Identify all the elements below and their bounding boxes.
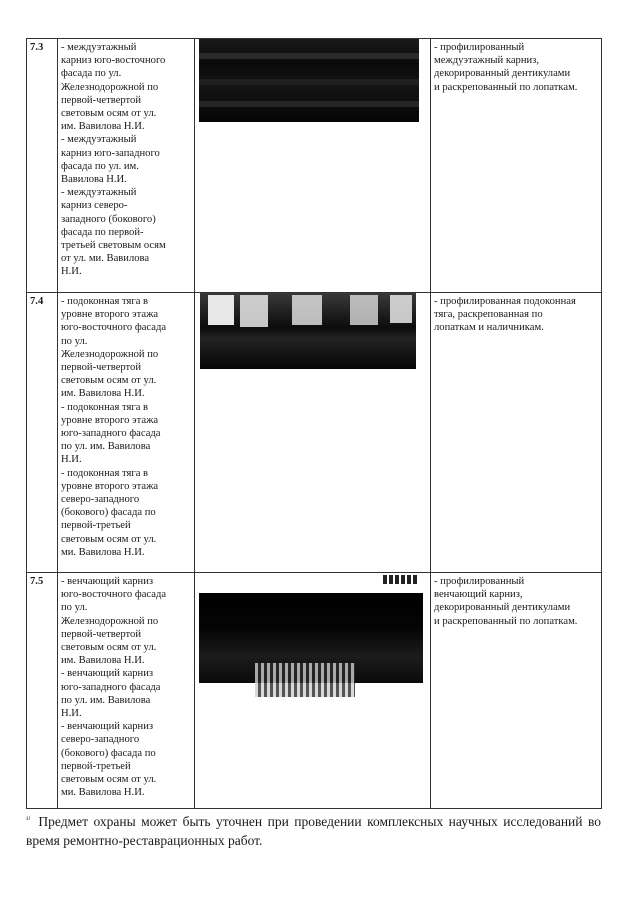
row-feature: - профилированный венчающий карниз, декорированный дентикулами и раскрепованный по лопаткам. bbox=[431, 573, 602, 809]
row-number: 7.5 bbox=[27, 573, 58, 809]
row-feature: - профилированная подоконная тяга, раскрепованная по лопаткам и наличникам. bbox=[431, 293, 602, 573]
table-row bbox=[27, 39, 602, 293]
facade-photo bbox=[195, 39, 431, 293]
row-number: 7.4 bbox=[27, 293, 58, 573]
footnote-text: Предмет охраны может быть уточнен при проведении комплексных научных исследований во время ремонтно-реставрационных работ. bbox=[26, 814, 601, 848]
row-description: - междуэтажный карниз юго-восточного фасада по ул. Железнодорожной по первой-четвертой световым осям от ул. им. Вавилова Н.И. - междуэтажный карниз юго-западного фасада по ул. им. Вавилова Н.И. - междуэтажный карниз северо- западного (бокового) фасада по первой- третьей световым осям от ул. ми. Вавилова Н.И. bbox=[58, 39, 195, 293]
photo-mark bbox=[383, 575, 417, 584]
crowning-cornice-photo-image bbox=[199, 573, 423, 683]
facade-photo bbox=[195, 573, 431, 809]
protection-subject-table bbox=[26, 38, 602, 809]
row-feature: - профилированный междуэтажный карниз, декорированный дентикулами и раскрепованный по лопаткам. bbox=[431, 39, 602, 293]
row-description: - венчающий карниз юго-восточного фасада по ул. Железнодорожной по первой-четвертой световым осям от ул. им. Вавилова Н.И. - венчающий карниз юго-западного фасада по ул. им. Вавилова Н.И. - венчающий карниз северо-западного (бокового) фасада по первой-третьей световым осям от ул. ми. Вавилова Н.И. bbox=[58, 573, 195, 809]
window-sill-photo-image bbox=[200, 293, 416, 369]
footnote bbox=[26, 812, 601, 850]
table-row bbox=[27, 293, 602, 573]
footnote-marker: ¹⁾ bbox=[26, 815, 31, 824]
row-description: - подоконная тяга в уровне второго этажа юго-восточного фасада по ул. Железнодорожной по первой-четвертой световым осям от ул. им. Вавилова Н.И. - подоконная тяга в уровне второго этажа юго-западного фасада по ул. им. Вавилова Н.И. - подоконная тяга в уровне второго этажа северо-западного (бокового) фасада по первой-третьей световым осям от ул. ми. Вавилова Н.И. bbox=[58, 293, 195, 573]
cornice-photo-image bbox=[199, 39, 419, 122]
row-number: 7.3 bbox=[27, 39, 58, 293]
facade-photo bbox=[195, 293, 431, 573]
table-row bbox=[27, 573, 602, 809]
